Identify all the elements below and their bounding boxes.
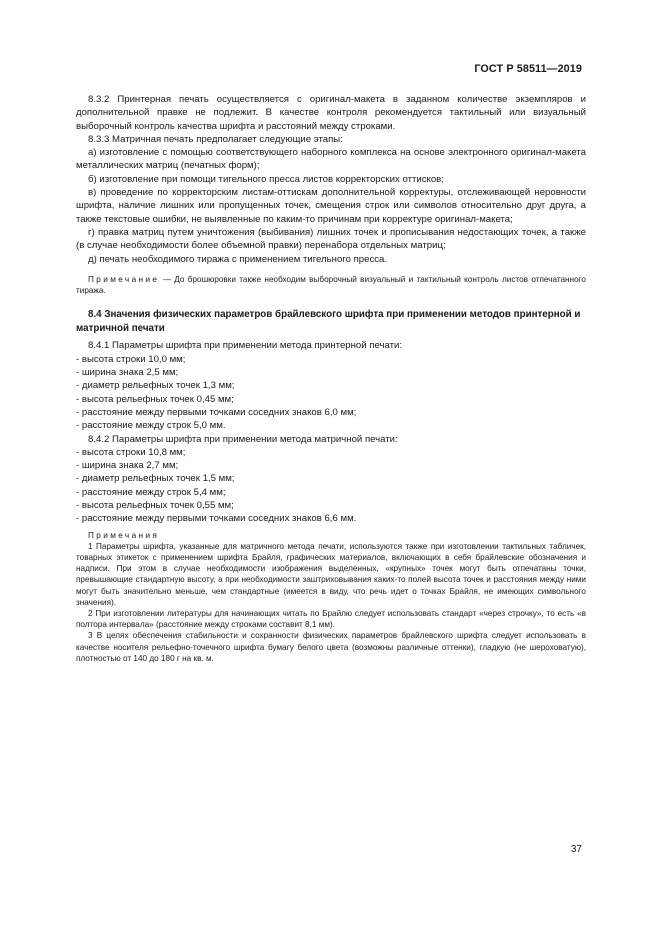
document-body <box>76 93 586 664</box>
list-item: - высота строки 10,8 мм; <box>76 446 186 458</box>
list-item-stage-b: б) изготовление при помощи тигельного пресса листов корректорских оттисков; <box>88 173 444 185</box>
list-item: - расстояние между первыми точками соседних знаков 6,0 мм; <box>76 406 357 418</box>
list-item: - расстояние между первыми точками соседних знаков 6,6 мм. <box>76 513 357 525</box>
paragraph-8-4-1: 8.4.1 Параметры шрифта при применении метода принтерной печати: <box>88 340 403 352</box>
matrix-params-list <box>76 446 586 526</box>
note-2: 2 При изготовлении литературы для начинающих читать по Брайлю следует использовать стандарт «через строчку», то есть «в полтора интервала» (расстояние между строками составит 8,1 мм). <box>76 609 586 630</box>
list-item-stage-a: а) изготовление с помощью соответствующего наборного комплекса на основе электронного оригинал-макета металлических матриц (печатных форм); <box>76 147 586 172</box>
standard-id-header: ГОСТ Р 58511—2019 <box>474 63 582 75</box>
page-number: 37 <box>570 844 582 855</box>
note-3: 3 В целях обеспечения стабильности и сохранности физических параметров брайлевского шрифта следует использовать в качестве носителя рельефно-точечного шрифта бумагу белого цвета (возможны различные оттенки), гладкую (не шероховатую), плотностью от 140 до 180 г на кв. м. <box>76 631 586 663</box>
section-heading-8-4: 8.4 Значения физических параметров брайлевского шрифта при применении методов принтерной и матричной печати <box>76 309 581 334</box>
list-item: - расстояние между строк 5,4 мм; <box>76 486 226 498</box>
paragraph-8-3-2: 8.3.2 Принтерная печать осуществляется с оригинал-макета в заданном количестве экземпляров и дополнительной правке не подлежит. В качестве контроля рекомендуется тактильный или визуальный выборочный контроль качества шрифта и расстояний между строками. <box>76 94 586 132</box>
note-label: Примечание <box>88 274 160 284</box>
list-item: - высота строки 10,0 мм; <box>76 353 186 365</box>
note-text: — До брошюровки также необходим выборочный визуальный и тактильный контроль листов отпечатанного тиража. <box>76 274 586 296</box>
list-item: - высота рельефных точек 0,55 мм; <box>76 500 234 512</box>
list-item: - ширина знака 2,7 мм; <box>76 460 179 472</box>
list-item: - ширина знака 2,5 мм; <box>76 367 179 379</box>
list-item-stage-g: г) правка матриц путем уничтожения (выбивания) лишних точек и прописывания недостающих точек, а также (в случае необходимости более объемной правки) перенабора отдельных матриц; <box>76 226 586 252</box>
printer-params-list <box>76 353 586 433</box>
list-item-stage-d: д) печать необходимого тиража с применением тигельного пресса. <box>88 253 388 265</box>
list-item: - диаметр рельефных точек 1,3 мм; <box>76 380 235 392</box>
list-item: - высота рельефных точек 0,45 мм; <box>76 393 234 405</box>
list-item: - диаметр рельефных точек 1,5 мм; <box>76 473 235 485</box>
paragraph-8-4-2: 8.4.2 Параметры шрифта при применении метода матричной печати: <box>88 433 398 445</box>
note-1: 1 Параметры шрифта, указанные для матричного метода печати, используются также при изготовлении тактильных табличек, товарных этикеток с применением шрифта Брайля, графических материалов, включающих в себя брайлевские обозначения и надписи. При этом в случае необходимости изображения выделенных, «крупных» точек могут быть отпечатаны точки, превышающие стандартную высоту, а при необходимости заштриховывания каких-то полей высота точек и расстояния между ними могут быть значительно меньше, чем стандартные (имеется в виду, что речь идет о точках Брайля, не имеющих символьного значения). <box>76 541 586 607</box>
list-item: - расстояние между строк 5,0 мм. <box>76 420 226 432</box>
list-item-stage-v: в) проведение по корректорским листам-оттискам дополнительной корректуры, отслеживающей неровности шрифта, наличие лишних или пропущенных точек, смещения строк или символов относительно друг друга, а также текстовые ошибки, не выявленные по каким-то причинам при корректуре оригинал-макета; <box>76 187 586 225</box>
note-8-3 <box>76 274 586 296</box>
paragraph-8-3-3: 8.3.3 Матричная печать предполагает следующие этапы: <box>88 133 343 145</box>
notes-label: Примечания <box>88 530 160 540</box>
